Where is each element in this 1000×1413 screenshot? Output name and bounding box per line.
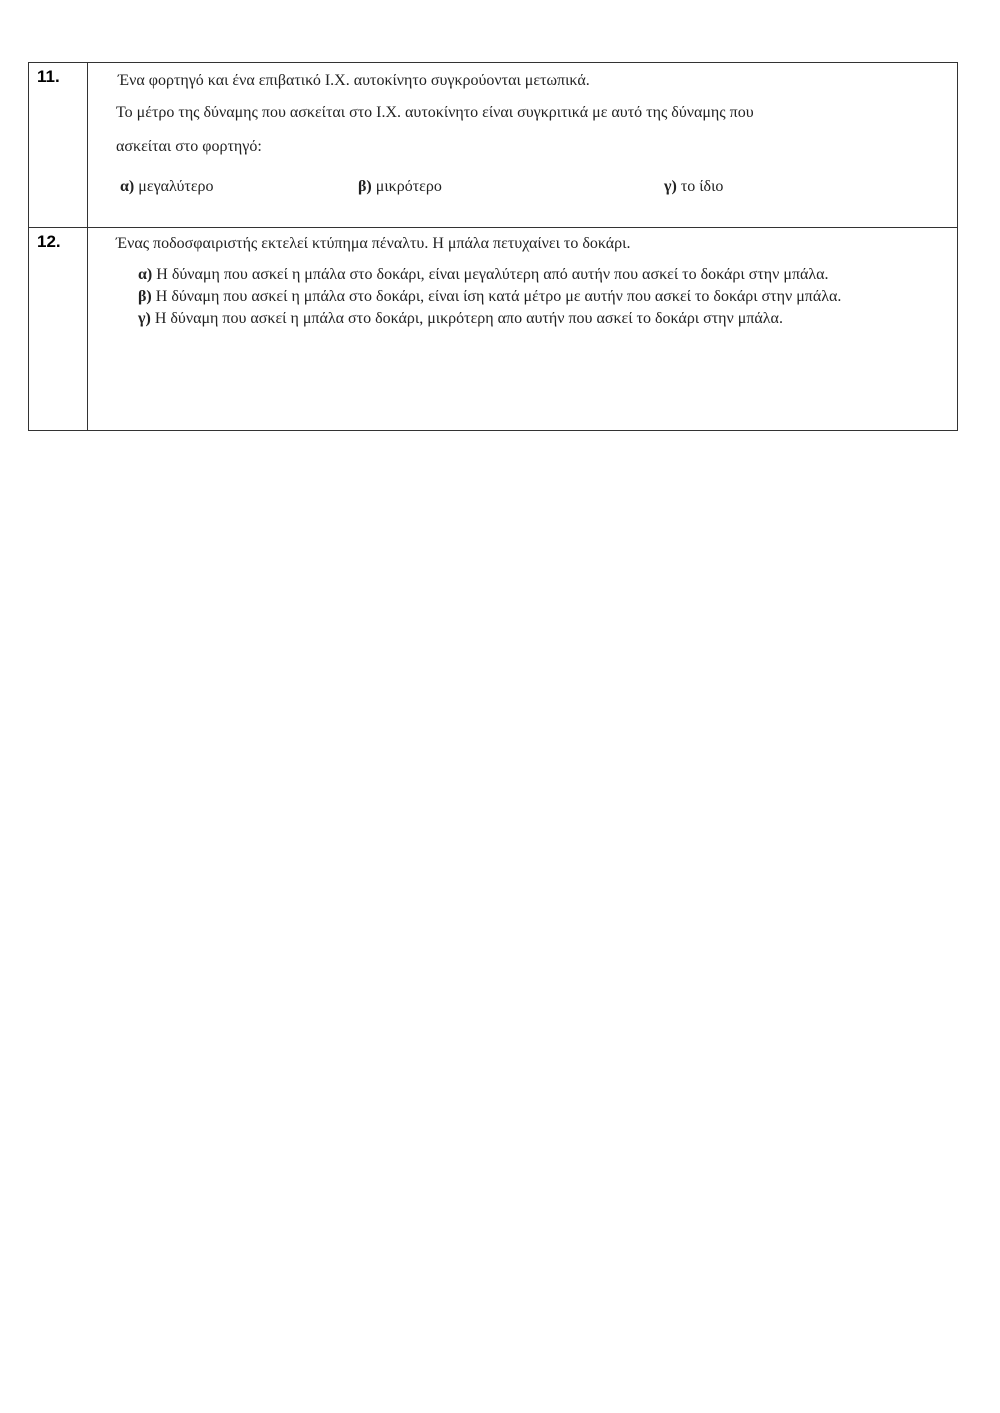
answer-option-b[interactable] [358,177,442,197]
answer-option-a[interactable] [120,177,214,197]
option-letter: β) [138,288,152,305]
option-letter: α) [120,178,135,195]
option-letter: β) [358,178,372,195]
option-text: το ίδιο [676,178,724,195]
option-text: μικρότερο [371,178,442,195]
question-number: 11. [37,67,60,86]
question-stem-line: ασκείται στο φορτηγό: [116,138,262,155]
question-content [88,63,957,199]
question-content-cell [88,228,958,431]
question-row-11 [29,63,958,228]
questions-table [28,62,958,431]
option-letter: γ) [664,178,677,195]
option-letter: α) [138,266,153,283]
answer-options [116,177,929,199]
question-content [88,228,957,330]
question-row-12 [29,228,958,431]
option-letter: γ) [138,310,151,327]
answer-option-c[interactable] [108,308,913,330]
question-number-cell [29,228,88,431]
option-text: Η δύναμη που ασκεί η μπάλα στο δοκάρι, είναι μεγαλύτερη από αυτήν που ασκεί το δοκάρι στην μπάλα. [152,266,829,283]
question-number: 12. [37,232,61,251]
answer-option-a[interactable] [108,264,913,286]
question-number-cell [29,63,88,228]
question-stem: Ένας ποδοσφαιριστής εκτελεί κτύπημα πέναλτυ. Η μπάλα πετυχαίνει το δοκάρι. [116,235,631,252]
option-text: μεγαλύτερο [134,178,214,195]
option-text: Η δύναμη που ασκεί η μπάλα στο δοκάρι, μικρότερη απο αυτήν που ασκεί το δοκάρι στην μπάλα. [150,310,783,327]
answer-option-b[interactable] [108,286,913,308]
answer-option-c[interactable] [664,177,723,197]
option-text: Η δύναμη που ασκεί η μπάλα στο δοκάρι, είναι ίση κατά μέτρο με αυτήν που ασκεί το δοκάρι στην μπάλα. [151,288,842,305]
question-stem-line: Το μέτρο της δύναμης που ασκείται στο Ι.Χ. αυτοκίνητο είναι συγκριτικά με αυτό της δύναμης που [116,104,754,121]
question-stem-line: Ένα φορτηγό και ένα επιβατικό Ι.Χ. αυτοκίνητο συγκρούονται μετωπικά. [118,72,590,89]
question-content-cell [88,63,958,228]
